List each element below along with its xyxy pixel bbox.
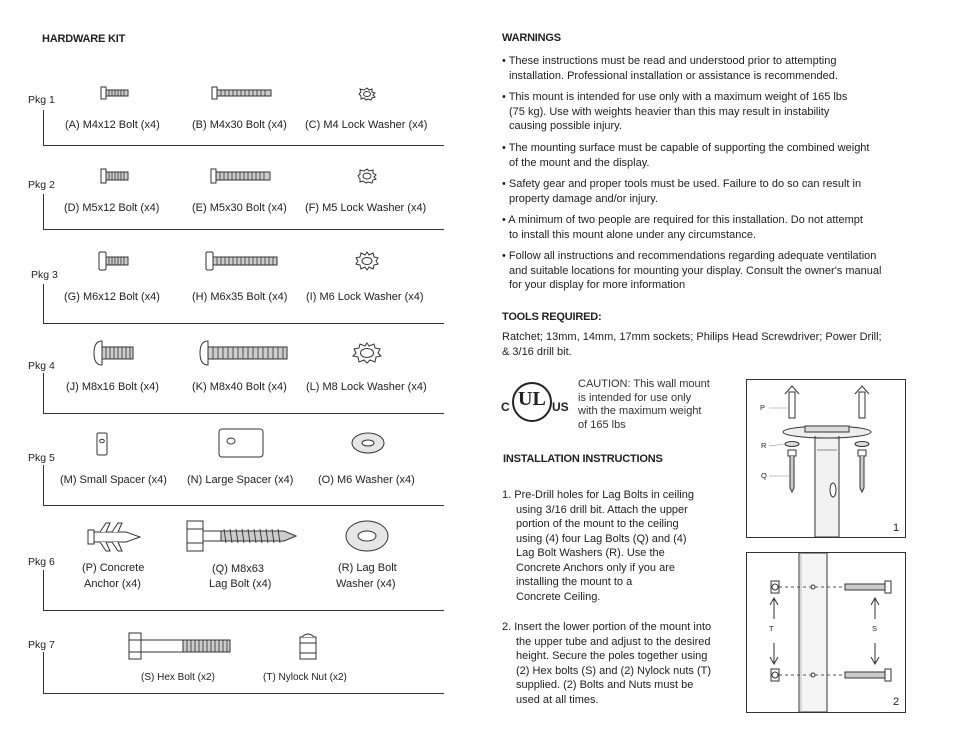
warnings-title: WARNINGS <box>502 32 561 44</box>
pkg-label: Pkg 7 <box>28 639 55 651</box>
lock-washer-icon <box>354 251 380 271</box>
hex-bolt-icon <box>128 632 232 660</box>
hardware-item-label: (G) M6x12 Bolt (x4) <box>64 291 160 303</box>
tools-list: Ratchet; 13mm, 14mm, 17mm sockets; Philips Head Screwdriver; Power Drill; & 3/16 drill bit. <box>502 331 882 358</box>
installation-title: INSTALLATION INSTRUCTIONS <box>503 453 663 465</box>
hardware-item-label: (P) Concrete <box>82 562 145 574</box>
lock-washer-icon <box>351 342 383 364</box>
figure-label: P <box>760 403 766 412</box>
warning-item: • These instructions must be read and understood prior to attempting installation. Professional installation or assistance is recommended. <box>502 55 838 82</box>
installation-step: 1. Pre-Drill holes for Lag Bolts in ceiling using 3/16 drill bit. Attach the upper portion of the mount to the ceiling using (4) four Lag Bolts (Q) and (4) Lag Bolt Washers (R). Use the Concrete Anchors only if you are installing the mount to a Concrete Ceiling. <box>502 489 694 603</box>
lock-washer-icon <box>357 87 377 101</box>
hardware-item-label: Lag Bolt (x4) <box>209 578 272 590</box>
ul-logo: C UL US <box>501 380 569 430</box>
figure-1 <box>746 379 906 538</box>
warning-item: • This mount is intended for use only with a maximum weight of 165 lbs (75 kg). Use with weights heavier than this may result in instability causing possible injury. <box>502 91 848 132</box>
figure-label: S <box>872 624 878 633</box>
hardware-item-label: (L) M8 Lock Washer (x4) <box>306 381 427 393</box>
warning-item: • The mounting surface must be capable of supporting the combined weight of the mount and the display. <box>502 142 870 169</box>
bolt-icon <box>98 251 130 271</box>
large-spacer-icon <box>218 428 264 458</box>
hardware-item-label: (K) M8x40 Bolt (x4) <box>192 381 287 393</box>
hardware-kit-title: HARDWARE KIT <box>42 33 126 45</box>
hardware-item-label: (S) Hex Bolt (x2) <box>141 672 215 683</box>
bolt-icon <box>210 168 272 184</box>
hardware-item-label: (J) M8x16 Bolt (x4) <box>66 381 159 393</box>
bolt-icon <box>93 340 135 366</box>
pkg-label: Pkg 5 <box>28 452 55 464</box>
installation-step: 2. Insert the lower portion of the mount into the upper tube and adjust to the desired height. Secure the poles together using (2) Hex bolts (S) and (2) Nylock nuts (T) supplied. (2) Bolts and Nuts must be used at all times. <box>502 621 712 706</box>
ceiling-mount-diagram <box>747 380 905 537</box>
pkg-label: Pkg 6 <box>28 556 55 568</box>
washer-icon <box>351 432 385 454</box>
warning-item: • Safety gear and proper tools must be used. Failure to do so can result in property damage and/or injury. <box>502 178 862 205</box>
nylock-nut-icon <box>299 632 317 660</box>
hardware-item-label: (A) M4x12 Bolt (x4) <box>65 119 160 131</box>
hardware-item-label: (O) M6 Washer (x4) <box>318 474 415 486</box>
hardware-item-label: (C) M4 Lock Washer (x4) <box>305 119 428 131</box>
warning-item: • Follow all instructions and recommendations regarding adequate ventilation and suitable locations for mounting your display. Consult the owner's manual for your display for more information <box>502 250 882 291</box>
pkg-label: Pkg 4 <box>28 360 55 372</box>
hardware-item-label: Washer (x4) <box>336 578 396 590</box>
bolt-icon <box>100 168 130 184</box>
pkg-label: Pkg 2 <box>28 179 55 191</box>
caution-text: CAUTION: This wall mount is intended for use only with the maximum weight of 165 lbs <box>578 378 710 431</box>
figure-label: R <box>761 441 767 450</box>
figure-number: 1 <box>893 522 900 534</box>
lock-washer-icon <box>356 168 378 184</box>
bolt-icon <box>100 86 130 100</box>
pkg-bracket <box>43 570 444 611</box>
pkg-bracket <box>43 284 444 324</box>
hardware-item-label: (D) M5x12 Bolt (x4) <box>64 202 160 214</box>
lag-bolt-washer-icon <box>345 520 389 552</box>
hardware-item-label: (H) M6x35 Bolt (x4) <box>192 291 288 303</box>
figure-2 <box>746 552 906 713</box>
small-spacer-icon <box>96 432 108 456</box>
hardware-item-label: (F) M5 Lock Washer (x4) <box>305 202 427 214</box>
bolt-icon <box>211 86 273 100</box>
hardware-item-label: Anchor (x4) <box>84 578 141 590</box>
figure-label: T <box>769 624 774 633</box>
hardware-item-label: (I) M6 Lock Washer (x4) <box>306 291 424 303</box>
hardware-item-label: (Q) M8x63 <box>212 563 264 575</box>
figure-number: 2 <box>893 696 900 708</box>
tools-title: TOOLS REQUIRED: <box>502 311 602 323</box>
hardware-item-label: (R) Lag Bolt <box>338 562 397 574</box>
pkg-label: Pkg 1 <box>28 94 55 106</box>
hardware-item-label: (N) Large Spacer (x4) <box>187 474 294 486</box>
pkg-bracket <box>43 373 444 414</box>
pkg-bracket <box>43 652 444 694</box>
warning-item: • A minimum of two people are required for this installation. Do not attempt to install this mount alone under any circumstance. <box>502 214 863 241</box>
bolt-icon <box>205 251 279 271</box>
bolt-icon <box>199 340 289 366</box>
figure-label: Q <box>761 471 767 480</box>
hardware-item-label: (M) Small Spacer (x4) <box>60 474 167 486</box>
hardware-item-label: (E) M5x30 Bolt (x4) <box>192 202 287 214</box>
lag-bolt-icon <box>186 520 298 552</box>
pkg-label: Pkg 3 <box>31 269 58 281</box>
concrete-anchor-icon <box>86 520 142 554</box>
hardware-item-label: (T) Nylock Nut (x2) <box>263 672 347 683</box>
hardware-item-label: (B) M4x30 Bolt (x4) <box>192 119 287 131</box>
